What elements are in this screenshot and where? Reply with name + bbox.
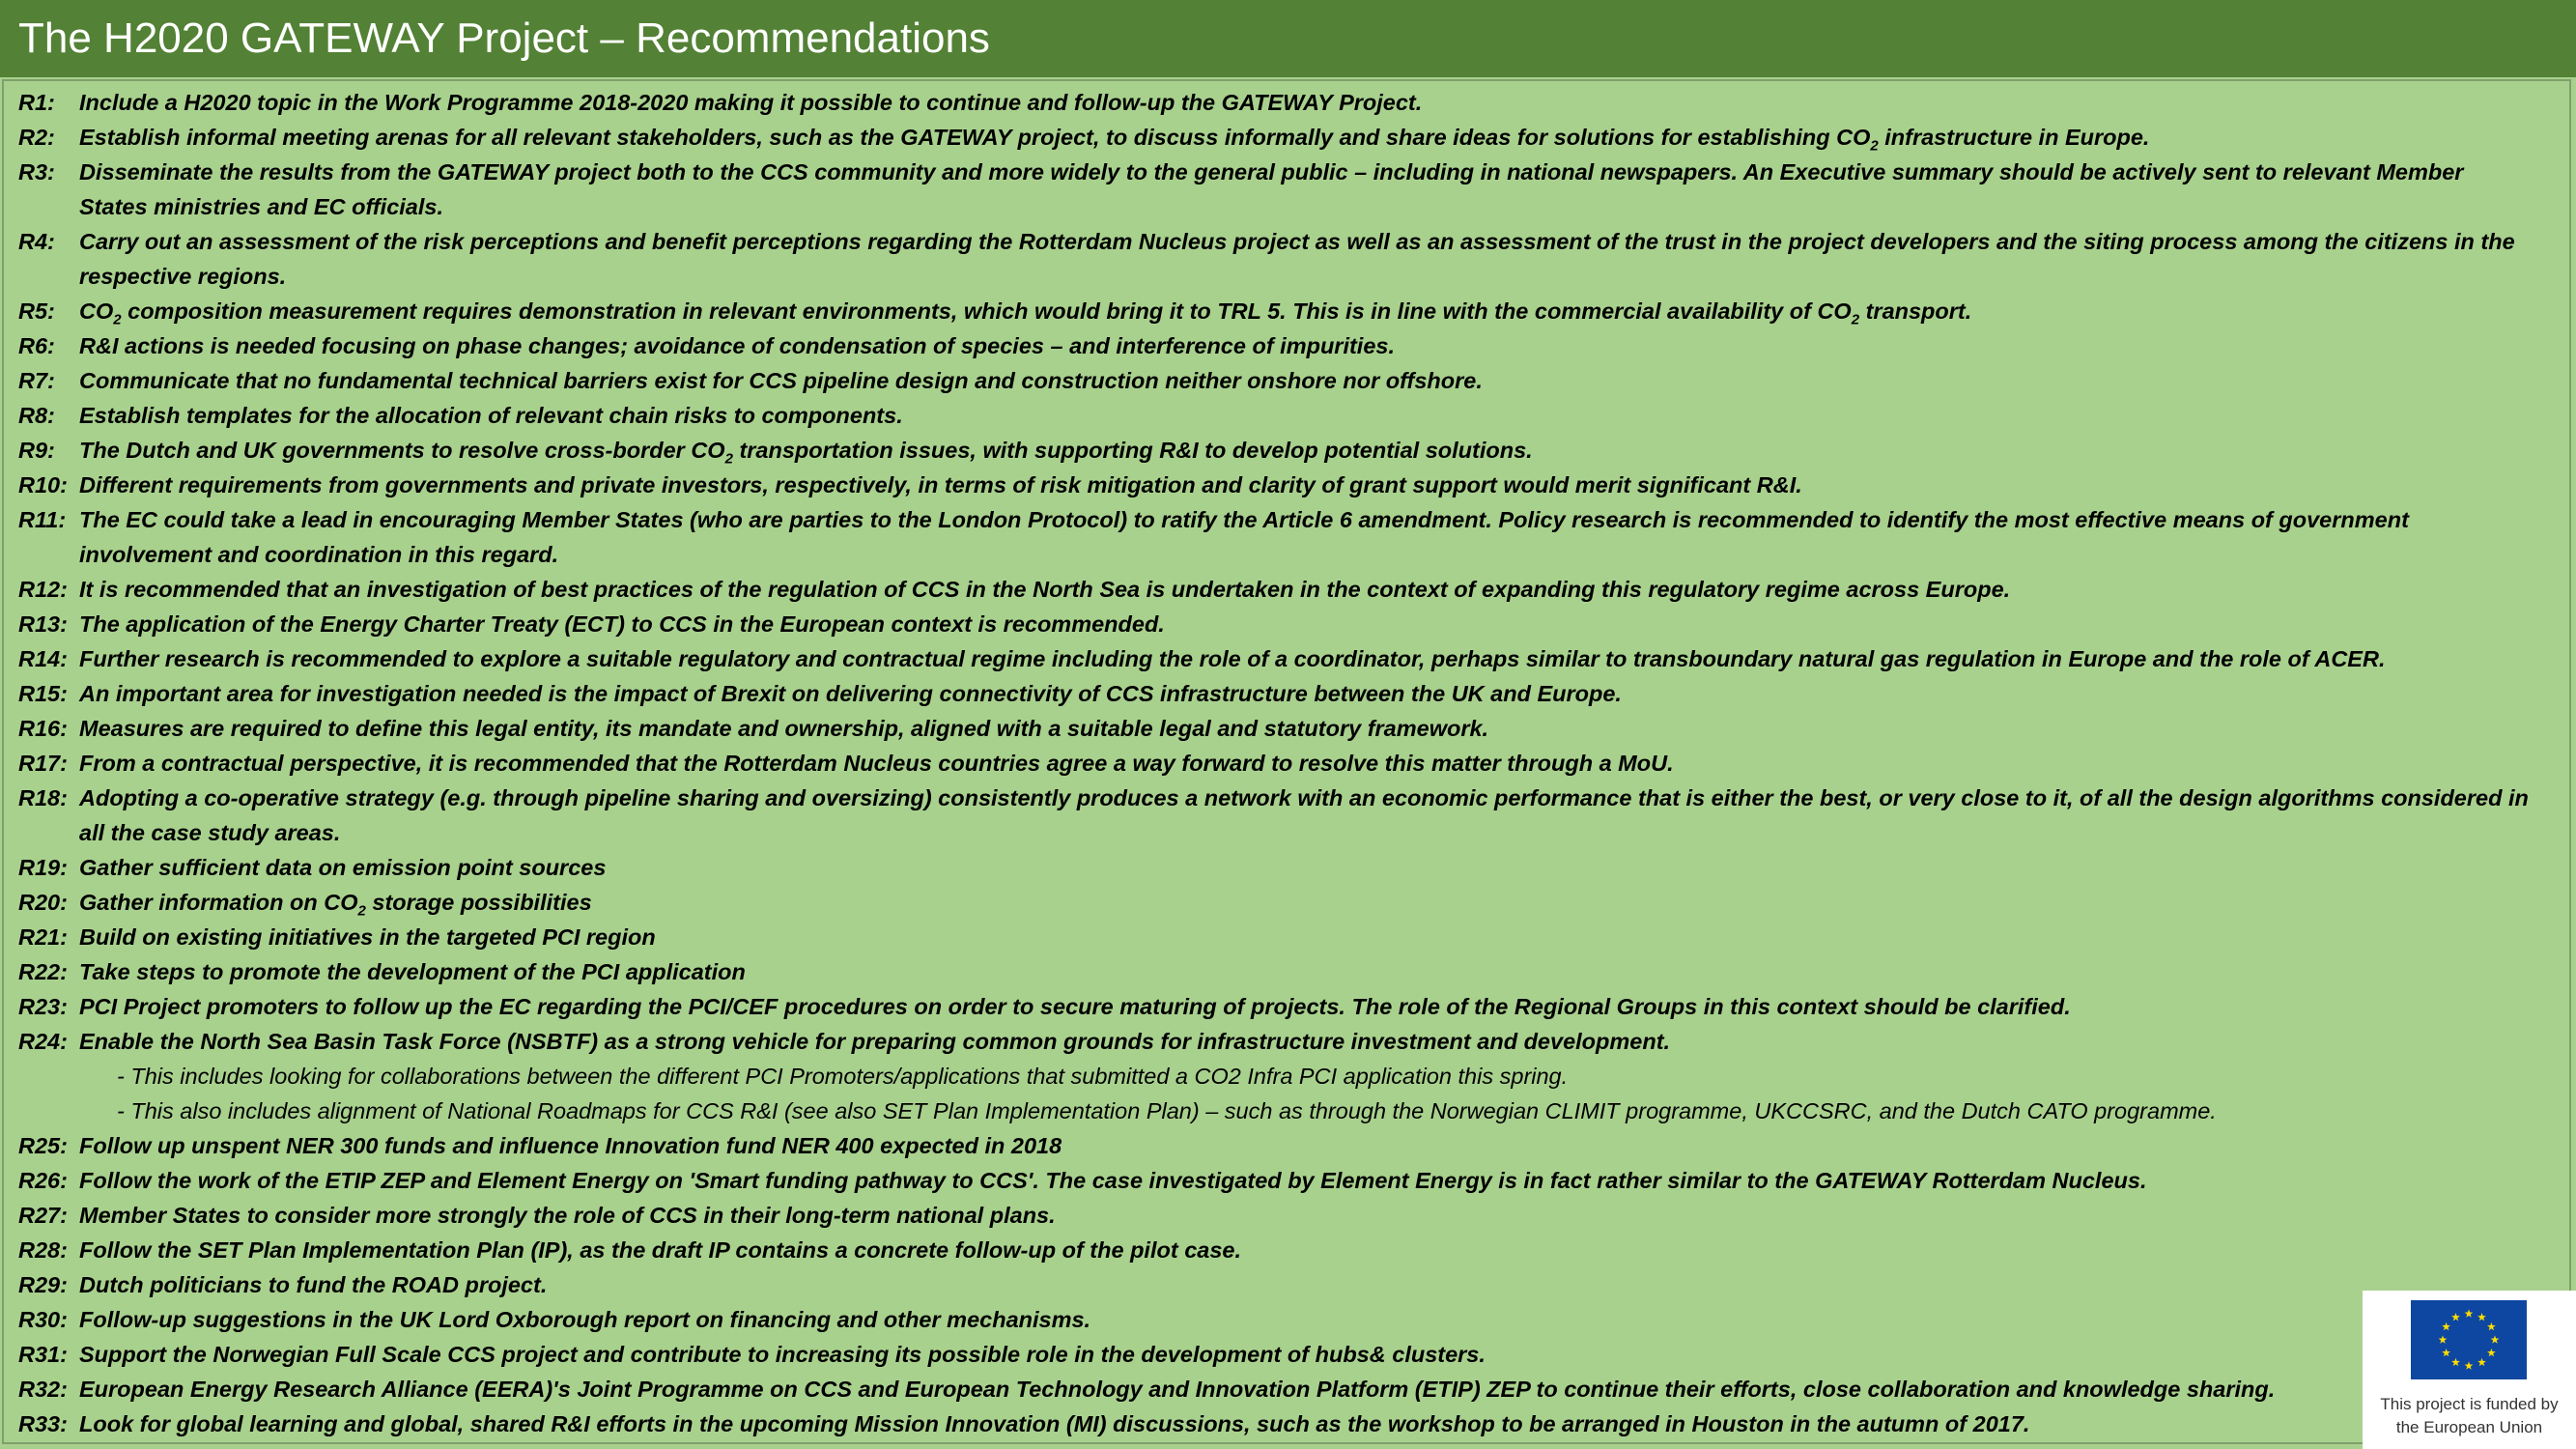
recommendation-id: R16: xyxy=(18,716,68,741)
recommendation-text: Include a H2020 topic in the Work Programme 2018-2020 making it possible to continue and follow-up the GATEWAY Project. xyxy=(79,90,1423,115)
text-part: infrastructure in Europe. xyxy=(1878,125,2150,150)
recommendation-r30 xyxy=(0,1302,2576,1337)
recommendation-text: Different requirements from governments and private investors, respectively, in terms of risk mitigation and clarity of grant support would merit significant R&I. xyxy=(79,472,1802,497)
recommendation-r17 xyxy=(0,746,2576,781)
recommendation-text: Carry out an assessment of the risk perceptions and benefit perceptions regarding the Rotterdam Nucleus project as well as an assessment of the trust in the project developers and the siting process among the citizens in the respective regions. xyxy=(79,229,2515,289)
recommendation-text: Follow the SET Plan Implementation Plan (IP), as the draft IP contains a concrete follow-up of the pilot case. xyxy=(79,1237,1242,1263)
recommendation-text: Dutch politicians to fund the ROAD project. xyxy=(79,1272,548,1297)
recommendation-r21 xyxy=(0,920,2576,954)
subscript: 2 xyxy=(113,311,122,328)
recommendation-id: R5: xyxy=(18,298,55,324)
text-part: composition measurement requires demonstration in relevant environments, which would bring it to TRL 5. This is in line with the commercial availability of CO xyxy=(121,298,1852,324)
text-part: CO xyxy=(79,298,114,324)
recommendation-r25 xyxy=(0,1128,2576,1163)
recommendation-id: R3: xyxy=(18,159,55,185)
recommendation-id: R20: xyxy=(18,890,68,915)
recommendation-text: Establish templates for the allocation of relevant chain risks to components. xyxy=(79,403,903,428)
recommendation-r32 xyxy=(0,1372,2576,1406)
title-bar xyxy=(0,0,2576,77)
eu-funding-caption xyxy=(2363,1393,2576,1439)
recommendation-text xyxy=(79,433,2576,468)
recommendation-r3 xyxy=(0,155,2576,224)
recommendation-r10 xyxy=(0,468,2576,502)
recommendation-r33 xyxy=(0,1406,2576,1441)
recommendation-r18 xyxy=(0,781,2576,850)
recommendation-r28 xyxy=(0,1233,2576,1267)
recommendation-text: European Energy Research Alliance (EERA)'s Joint Programme on CCS and European Technology and Innovation Platform (ETIP) ZEP to continue their efforts, close collaboration and knowledge sharing. xyxy=(79,1377,2276,1402)
recommendation-r6 xyxy=(0,328,2576,363)
recommendation-r24-subpoint: - This includes looking for collaborations between the different PCI Promoters/applications that submitted a CO2 Infra PCI application this spring. xyxy=(117,1064,1569,1089)
recommendation-text: The EC could take a lead in encouraging Member States (who are parties to the London Protocol) to ratify the Article 6 amendment. Policy research is recommended to identify the most effective means of government involvement and coordination in this regard. xyxy=(79,507,2409,567)
recommendation-id: R30: xyxy=(18,1307,68,1332)
recommendation-text: Look for global learning and global, shared R&I efforts in the upcoming Mission Innovation (MI) discussions, such as the workshop to be arranged in Houston in the autumn of 2017. xyxy=(79,1411,2030,1436)
recommendation-r1 xyxy=(0,85,2576,120)
recommendation-r14 xyxy=(0,641,2576,676)
recommendation-text: Follow the work of the ETIP ZEP and Element Energy on 'Smart funding pathway to CCS'. The case investigated by Element Energy is in fact rather similar to the GATEWAY Rotterdam Nucleus. xyxy=(79,1168,2147,1193)
recommendation-text xyxy=(79,885,2576,920)
recommendation-text: Adopting a co-operative strategy (e.g. through pipeline sharing and oversizing) consistently produces a network with an economic performance that is either the best, or very close to it, of all the design algorithms considered in all the case study areas. xyxy=(79,785,2529,845)
recommendation-text: R&I actions is needed focusing on phase changes; avoidance of condensation of species – and interference of impurities. xyxy=(79,333,1396,358)
text-part: The Dutch and UK governments to resolve cross-border CO xyxy=(79,438,725,463)
recommendation-text: An important area for investigation needed is the impact of Brexit on delivering connectivity of CCS infrastructure between the UK and Europe. xyxy=(79,681,1622,706)
recommendation-id: R17: xyxy=(18,751,68,776)
recommendation-id: R21: xyxy=(18,924,68,950)
recommendation-id: R1: xyxy=(18,90,55,115)
recommendation-text: Further research is recommended to explore a suitable regulatory and contractual regime including the role of a coordinator, perhaps similar to transboundary natural gas regulation in Europe and the role of ACER. xyxy=(79,646,2386,671)
text-part: storage possibilities xyxy=(365,890,592,915)
recommendation-id: R29: xyxy=(18,1272,68,1297)
recommendations-list xyxy=(0,85,2576,1441)
recommendation-text: From a contractual perspective, it is recommended that the Rotterdam Nucleus countries agree a way forward to resolve this matter through a MoU. xyxy=(79,751,1674,776)
recommendation-r26 xyxy=(0,1163,2576,1198)
recommendation-id: R27: xyxy=(18,1203,68,1228)
recommendation-text: Gather sufficient data on emission point sources xyxy=(79,855,607,880)
eu-caption-line1: This project is funded by xyxy=(2380,1395,2559,1413)
recommendation-id: R2: xyxy=(18,125,55,150)
recommendation-text: Communicate that no fundamental technical barriers exist for CCS pipeline design and construction neither onshore nor offshore. xyxy=(79,368,1483,393)
recommendation-id: R18: xyxy=(18,785,68,810)
recommendation-id: R19: xyxy=(18,855,68,880)
recommendation-id: R32: xyxy=(18,1377,68,1402)
recommendation-id: R15: xyxy=(18,681,68,706)
text-part: transportation issues, with supporting R&I to develop potential solutions. xyxy=(732,438,1533,463)
recommendation-text: The application of the Energy Charter Treaty (ECT) to CCS in the European context is recommended. xyxy=(79,611,1165,637)
recommendation-id: R31: xyxy=(18,1342,68,1367)
recommendation-id: R4: xyxy=(18,229,55,254)
recommendation-r31 xyxy=(0,1337,2576,1372)
recommendation-r13 xyxy=(0,607,2576,641)
recommendation-id: R28: xyxy=(18,1237,68,1263)
recommendation-r7 xyxy=(0,363,2576,398)
recommendation-text: Enable the North Sea Basin Task Force (NSBTF) as a strong vehicle for preparing common grounds for infrastructure investment and development. xyxy=(79,1029,1671,1054)
eu-funding-badge xyxy=(2363,1291,2576,1449)
recommendation-r2 xyxy=(0,120,2576,155)
recommendation-id: R7: xyxy=(18,368,55,393)
recommendation-text: Disseminate the results from the GATEWAY project both to the CCS community and more widely to the general public – including in national newspapers. An Executive summary should be actively sent to relevant Member States ministries and EC officials. xyxy=(79,159,2464,219)
recommendation-r27 xyxy=(0,1198,2576,1233)
recommendation-r24-subpoint: - This also includes alignment of National Roadmaps for CCS R&I (see also SET Plan Implementation Plan) – such as through the Norwegian CLIMIT programme, UKCCSRC, and the Dutch CATO programme. xyxy=(117,1098,2217,1123)
recommendation-r20 xyxy=(0,885,2576,920)
recommendation-id: R13: xyxy=(18,611,68,637)
recommendation-r8 xyxy=(0,398,2576,433)
recommendation-r15 xyxy=(0,676,2576,711)
recommendation-r16 xyxy=(0,711,2576,746)
recommendation-r23 xyxy=(0,989,2576,1024)
recommendation-text: Member States to consider more strongly the role of CCS in their long-term national plans. xyxy=(79,1203,1056,1228)
recommendation-text: Measures are required to define this legal entity, its mandate and ownership, aligned with a suitable legal and statutory framework. xyxy=(79,716,1489,741)
recommendation-id: R9: xyxy=(18,438,55,463)
recommendation-text: PCI Project promoters to follow up the EC regarding the PCI/CEF procedures on order to secure maturing of projects. The role of the Regional Groups in this context should be clarified. xyxy=(79,994,2071,1019)
recommendation-r19 xyxy=(0,850,2576,885)
recommendation-text xyxy=(79,120,2576,155)
recommendation-id: R10: xyxy=(18,472,68,497)
recommendation-id: R25: xyxy=(18,1133,68,1158)
subscript: 2 xyxy=(724,450,733,468)
recommendation-id: R11: xyxy=(18,507,67,532)
recommendation-r5 xyxy=(0,294,2576,328)
subscript: 2 xyxy=(1851,311,1860,328)
recommendation-id: R6: xyxy=(18,333,55,358)
recommendation-r24 xyxy=(0,1024,2576,1059)
recommendation-r22 xyxy=(0,954,2576,989)
recommendation-text: Follow-up suggestions in the UK Lord Oxborough report on financing and other mechanisms. xyxy=(79,1307,1091,1332)
recommendation-r4 xyxy=(0,224,2576,294)
text-part: Gather information on CO xyxy=(79,890,358,915)
recommendation-r11 xyxy=(0,502,2576,572)
recommendation-text xyxy=(79,294,2576,328)
recommendation-id: R23: xyxy=(18,994,68,1019)
recommendation-r12 xyxy=(0,572,2576,607)
recommendation-id: R12: xyxy=(18,577,68,602)
recommendation-r29 xyxy=(0,1267,2576,1302)
subscript: 2 xyxy=(1870,137,1879,155)
recommendation-text: Build on existing initiatives in the targeted PCI region xyxy=(79,924,656,950)
recommendation-id: R24: xyxy=(18,1029,68,1054)
recommendation-id: R14: xyxy=(18,646,68,671)
text-part: Establish informal meeting arenas for all relevant stakeholders, such as the GATEWAY project, to discuss informally and share ideas for solutions for establishing CO xyxy=(79,125,1871,150)
recommendation-text: Support the Norwegian Full Scale CCS project and contribute to increasing its possible role in the development of hubs& clusters. xyxy=(79,1342,1486,1367)
slide-title: The H2020 GATEWAY Project – Recommendations xyxy=(18,14,990,62)
recommendation-text: Take steps to promote the development of the PCI application xyxy=(79,959,746,984)
recommendation-id: R33: xyxy=(18,1411,68,1436)
eu-caption-line2: the European Union xyxy=(2395,1418,2543,1436)
recommendation-id: R22: xyxy=(18,959,68,984)
subscript: 2 xyxy=(357,902,366,920)
recommendation-r9 xyxy=(0,433,2576,468)
recommendation-text: Follow up unspent NER 300 funds and influence Innovation fund NER 400 expected in 2018 xyxy=(79,1133,1062,1158)
recommendation-id: R8: xyxy=(18,403,55,428)
recommendation-id: R26: xyxy=(18,1168,68,1193)
recommendation-text: It is recommended that an investigation of best practices of the regulation of CCS in the North Sea is undertaken in the context of expanding this regulatory regime across Europe. xyxy=(79,577,2011,602)
eu-flag-icon xyxy=(2411,1300,2527,1379)
text-part: transport. xyxy=(1859,298,1972,324)
